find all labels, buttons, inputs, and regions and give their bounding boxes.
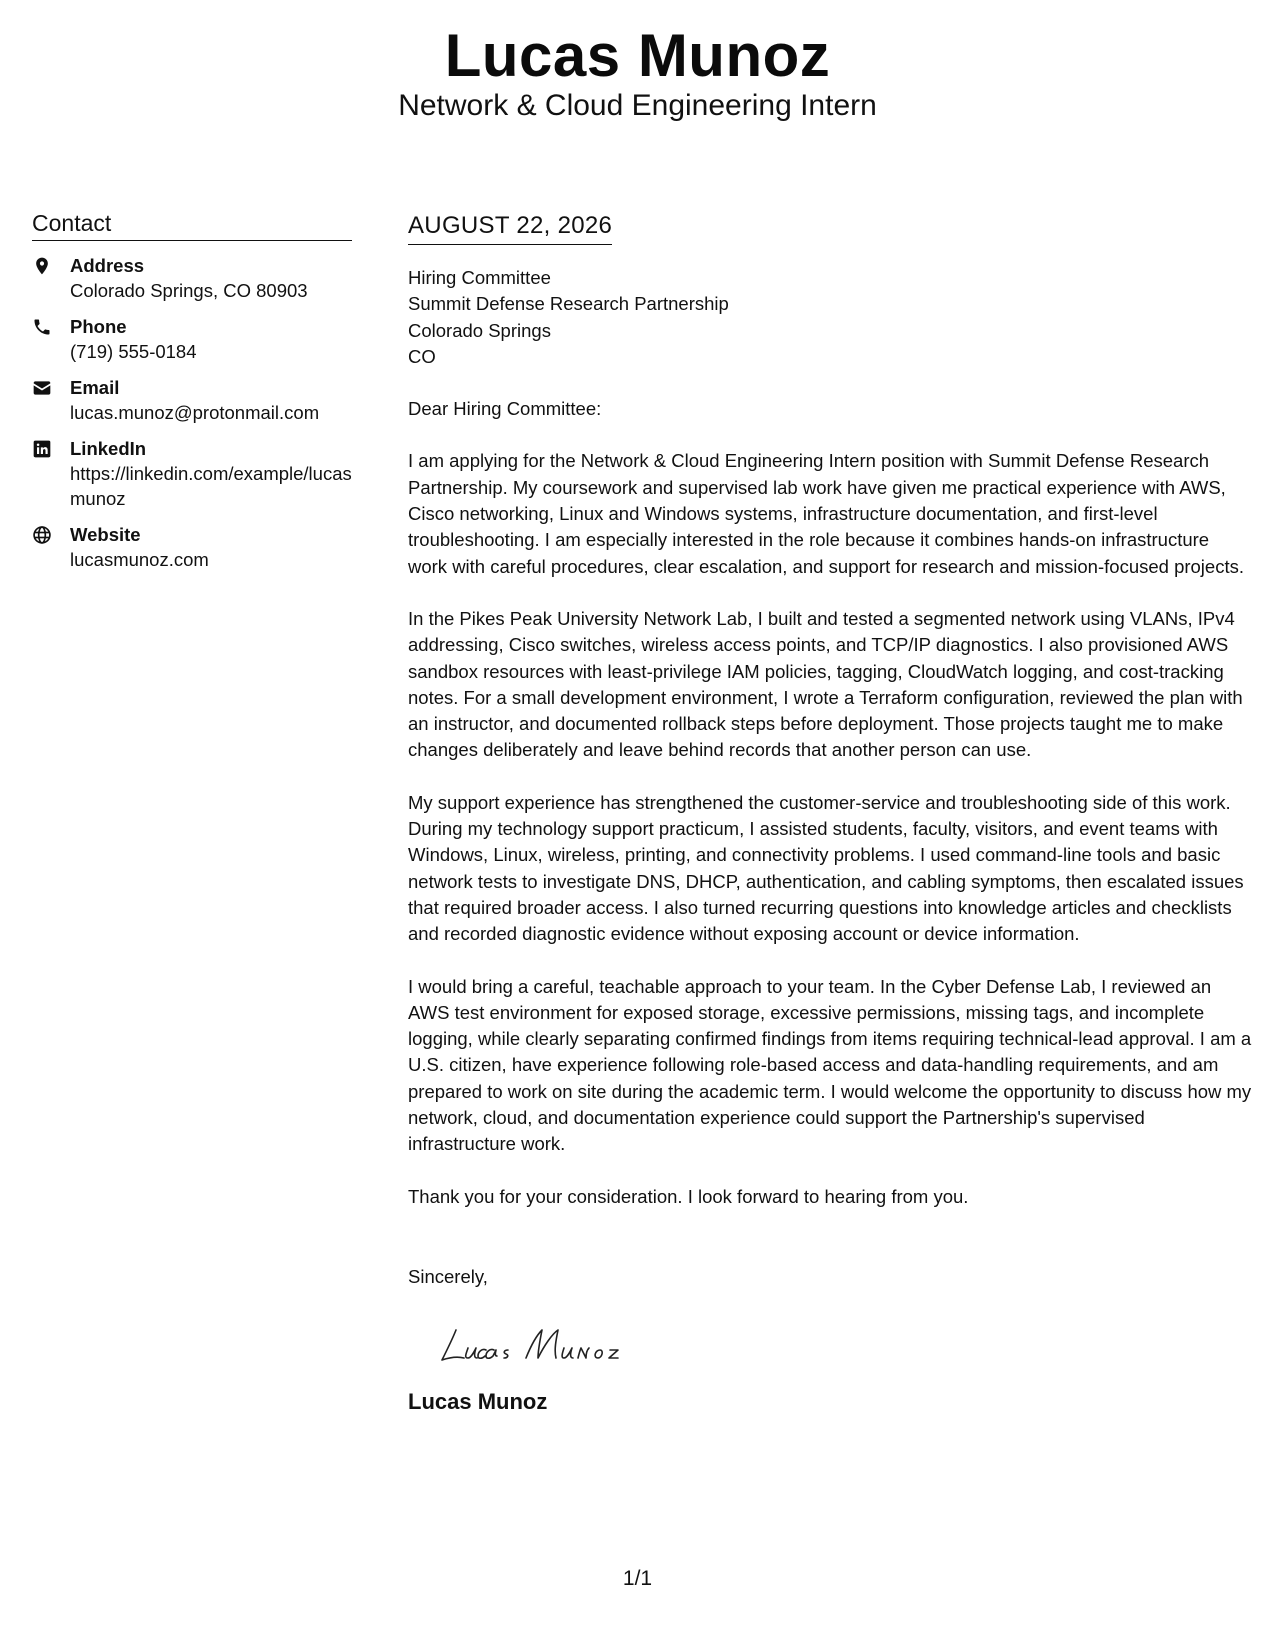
contact-item-phone <box>32 314 352 364</box>
recipient-line: Summit Defense Research Partnership <box>408 293 729 315</box>
letter-body <box>408 210 1253 1416</box>
location-pin-icon <box>32 253 70 277</box>
contact-value: lucas.munoz@protonmail.com <box>70 402 320 423</box>
salutation: Dear Hiring Committee: <box>408 398 602 420</box>
contact-sidebar <box>32 208 352 583</box>
letter-header <box>0 20 1275 124</box>
recipient-line: Hiring Committee <box>408 267 551 288</box>
contact-value: lucasmunoz.com <box>70 549 209 570</box>
closing: Sincerely, <box>408 1265 488 1287</box>
signer-name: Lucas Munoz <box>408 1389 548 1415</box>
contact-label: Email <box>70 377 120 398</box>
contact-label: Address <box>70 255 145 276</box>
applicant-name: Lucas Munoz <box>444 22 831 89</box>
envelope-icon <box>32 375 70 399</box>
contact-item-linkedin <box>32 436 352 511</box>
letter-date: AUGUST 22, 2026 <box>408 210 612 245</box>
phone-icon <box>32 314 70 338</box>
recipient-line: CO <box>408 345 436 367</box>
applicant-title: Network & Cloud Engineering Intern <box>398 89 877 122</box>
contact-item-website <box>32 522 352 572</box>
signature-image <box>434 1318 654 1370</box>
contact-label: LinkedIn <box>70 438 147 459</box>
contact-label: Website <box>70 524 141 545</box>
contact-value: (719) 555-0184 <box>70 341 197 362</box>
body-paragraph: Thank you for your consideration. I look forward to hearing from you. <box>408 1185 969 1207</box>
contact-heading: Contact <box>32 208 352 241</box>
body-paragraph: I am applying for the Network & Cloud Engineering Intern position with Summit Defense Research Partnership. My coursework and supervised lab work have given me practical experience with AWS, Cisco networking, Linux and Windows systems, infrastructure documentation, and first-level troubleshooting. I am especially interested in the role because it combines hands-on infrastructure work with careful procedures, clear escalation, and support for research and mission-focused projects. <box>408 450 1244 577</box>
contact-item-address <box>32 253 352 303</box>
contact-label: Phone <box>70 316 127 337</box>
globe-icon <box>32 522 70 546</box>
contact-item-email <box>32 375 352 425</box>
contact-value: https://linkedin.com/example/lucasmunoz <box>70 463 352 509</box>
recipient-block <box>408 265 1253 370</box>
body-paragraph: In the Pikes Peak University Network Lab, I built and tested a segmented network using VLANs, IPv4 addressing, Cisco switches, wireless access points, and TCP/IP diagnostics. I also provisioned AWS sandbox resources with least-privilege IAM policies, tagging, CloudWatch logging, and cost-tracking notes. For a small development environment, I wrote a Terraform configuration, reviewed the plan with an instructor, and documented rollback steps before deployment. Those projects taught me to make changes deliberately and leave behind records that another person can use. <box>408 607 1243 761</box>
body-paragraph: My support experience has strengthened the customer-service and troubleshooting side of this work. During my technology support practicum, I assisted students, faculty, visitors, and event teams with Windows, Linux, wireless, printing, and connectivity problems. I used command-line tools and basic network tests to investigate DNS, DHCP, authentication, and cabling symptoms, then escalated issues that required broader access. I also turned recurring questions into knowledge articles and checklists and recorded diagnostic evidence without exposing account or device information. <box>408 791 1244 945</box>
linkedin-icon <box>32 436 70 460</box>
recipient-line: Colorado Springs <box>408 319 551 341</box>
page-number: 1/1 <box>622 1567 653 1590</box>
body-paragraph: I would bring a careful, teachable approach to your team. In the Cyber Defense Lab, I reviewed an AWS test environment for exposed storage, excessive permissions, missing tags, and incomplete logging, while clearly separating confirmed findings from items requiring technical-lead approval. I am a U.S. citizen, have experience following role-based access and data-handling requirements, and am prepared to work on site during the academic term. I would welcome the opportunity to discuss how my network, cloud, and documentation experience could support the Partnership's supervised infrastructure work. <box>408 975 1252 1155</box>
contact-value: Colorado Springs, CO 80903 <box>70 280 308 301</box>
